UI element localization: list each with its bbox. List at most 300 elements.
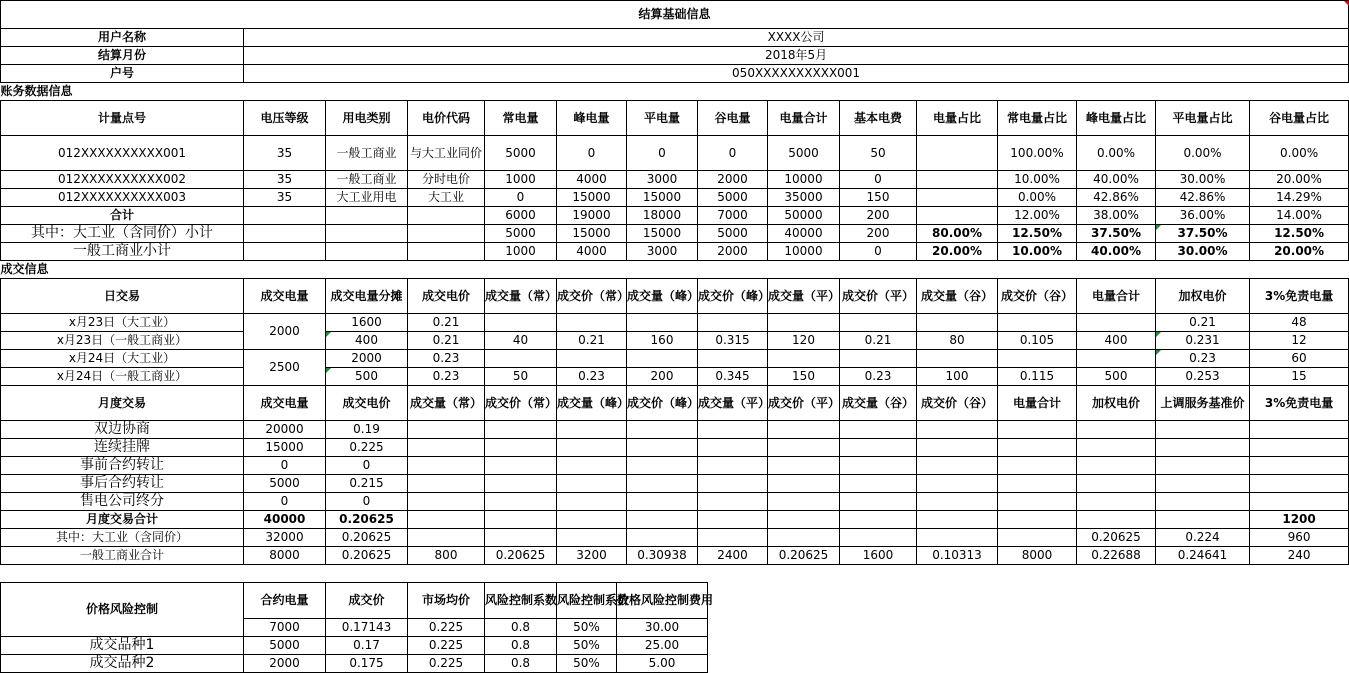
daily-cell[interactable]: 0.23 — [408, 350, 485, 368]
billing-header[interactable]: 电价代码 — [408, 101, 485, 136]
monthly-header[interactable]: 成交量（谷） — [840, 386, 917, 421]
monthly-cell[interactable] — [408, 457, 485, 475]
billing-cell[interactable]: 5000 — [485, 136, 557, 171]
billing-cell[interactable] — [244, 243, 326, 261]
risk-cell[interactable]: 50% — [557, 619, 617, 637]
billing-header[interactable]: 电量占比 — [917, 101, 998, 136]
monthly-cell[interactable] — [768, 529, 840, 547]
billing-cell[interactable]: 一般工商业小计 — [1, 243, 244, 261]
daily-cell[interactable]: 0.21 — [840, 332, 917, 350]
billing-cell[interactable]: 5000 — [485, 225, 557, 243]
monthly-cell[interactable] — [557, 457, 627, 475]
monthly-cell[interactable] — [1156, 493, 1250, 511]
monthly-cell[interactable]: 其中：大工业（含同价） — [1, 529, 244, 547]
billing-cell[interactable]: 3000 — [627, 243, 698, 261]
monthly-cell[interactable]: 0.20625 — [768, 547, 840, 565]
monthly-cell[interactable]: 40000 — [244, 511, 326, 529]
daily-cell[interactable]: 120 — [768, 332, 840, 350]
billing-cell[interactable]: 分时电价 — [408, 171, 485, 189]
monthly-cell[interactable] — [1250, 421, 1349, 439]
monthly-header[interactable]: 成交量（峰） — [557, 386, 627, 421]
info-label[interactable]: 结算月份 — [1, 47, 244, 65]
daily-cell[interactable]: 40 — [485, 332, 557, 350]
monthly-cell[interactable] — [485, 421, 557, 439]
daily-cell[interactable]: 0.21 — [1156, 314, 1250, 332]
daily-cell[interactable] — [698, 314, 768, 332]
billing-cell[interactable]: 2000 — [698, 171, 768, 189]
billing-cell[interactable]: 100.00% — [998, 136, 1077, 171]
monthly-cell[interactable] — [627, 511, 698, 529]
daily-cell[interactable]: 500 — [326, 368, 408, 386]
daily-cell[interactable] — [840, 314, 917, 332]
monthly-cell[interactable] — [557, 511, 627, 529]
monthly-cell[interactable] — [917, 421, 998, 439]
monthly-cell[interactable] — [485, 475, 557, 493]
daily-cell[interactable]: 100 — [917, 368, 998, 386]
monthly-cell[interactable] — [917, 457, 998, 475]
billing-cell[interactable]: 150 — [840, 189, 917, 207]
daily-cell[interactable]: x月24日（一般工商业） — [1, 368, 244, 386]
billing-cell[interactable]: 012XXXXXXXXXX003 — [1, 189, 244, 207]
monthly-cell[interactable] — [840, 529, 917, 547]
monthly-cell[interactable]: 0.224 — [1156, 529, 1250, 547]
monthly-cell[interactable] — [557, 439, 627, 457]
billing-cell[interactable]: 20.00% — [1250, 171, 1349, 189]
billing-cell[interactable]: 35 — [244, 171, 326, 189]
risk-cell[interactable]: 0.175 — [326, 655, 408, 673]
risk-header[interactable]: 风险控制系数 — [557, 583, 617, 619]
monthly-cell[interactable] — [768, 493, 840, 511]
monthly-header[interactable]: 成交量（常） — [408, 386, 485, 421]
monthly-cell[interactable] — [557, 421, 627, 439]
monthly-cell[interactable]: 0.20625 — [1077, 529, 1156, 547]
daily-cell[interactable]: 2500 — [244, 350, 326, 386]
billing-cell[interactable] — [244, 207, 326, 225]
monthly-cell[interactable] — [698, 439, 768, 457]
daily-cell[interactable]: 400 — [1077, 332, 1156, 350]
billing-cell[interactable]: 1000 — [485, 243, 557, 261]
monthly-header[interactable]: 成交电量 — [244, 386, 326, 421]
billing-cell[interactable]: 42.86% — [1077, 189, 1156, 207]
billing-cell[interactable]: 35 — [244, 189, 326, 207]
billing-cell[interactable]: 5000 — [698, 189, 768, 207]
monthly-cell[interactable]: 0.10313 — [917, 547, 998, 565]
billing-cell[interactable]: 1000 — [485, 171, 557, 189]
daily-cell[interactable]: 50 — [485, 368, 557, 386]
monthly-header[interactable]: 上调服务基准价 — [1156, 386, 1250, 421]
billing-cell[interactable]: 0.00% — [1250, 136, 1349, 171]
daily-cell[interactable]: 0.23 — [1156, 350, 1250, 368]
billing-cell[interactable]: 40.00% — [1077, 243, 1156, 261]
daily-cell[interactable]: 0.231 — [1156, 332, 1250, 350]
monthly-cell[interactable] — [557, 493, 627, 511]
billing-header[interactable]: 谷电量占比 — [1250, 101, 1349, 136]
billing-cell[interactable] — [917, 171, 998, 189]
billing-cell[interactable]: 50 — [840, 136, 917, 171]
daily-cell[interactable]: 0.315 — [698, 332, 768, 350]
monthly-header[interactable]: 成交量（平） — [698, 386, 768, 421]
billing-cell[interactable]: 0 — [627, 136, 698, 171]
billing-header[interactable]: 计量点号 — [1, 101, 244, 136]
monthly-cell[interactable]: 0.20625 — [326, 547, 408, 565]
monthly-cell[interactable]: 1200 — [1250, 511, 1349, 529]
monthly-cell[interactable]: 双边协商 — [1, 421, 244, 439]
monthly-header[interactable]: 成交电价 — [326, 386, 408, 421]
monthly-cell[interactable]: 5000 — [244, 475, 326, 493]
monthly-cell[interactable]: 240 — [1250, 547, 1349, 565]
daily-header[interactable]: 成交价（常） — [557, 279, 627, 314]
billing-header[interactable]: 峰电量 — [557, 101, 627, 136]
daily-cell[interactable]: 0.253 — [1156, 368, 1250, 386]
monthly-header[interactable]: 成交价（谷） — [917, 386, 998, 421]
daily-header[interactable]: 成交量（谷） — [917, 279, 998, 314]
billing-cell[interactable]: 37.50% — [1156, 225, 1250, 243]
billing-cell[interactable]: 15000 — [627, 189, 698, 207]
monthly-cell[interactable]: 3200 — [557, 547, 627, 565]
monthly-cell[interactable]: 960 — [1250, 529, 1349, 547]
sheet-title[interactable]: 结算基础信息 — [1, 1, 1349, 29]
monthly-cell[interactable]: 0.24641 — [1156, 547, 1250, 565]
billing-cell[interactable]: 36.00% — [1156, 207, 1250, 225]
monthly-cell[interactable] — [998, 439, 1077, 457]
billing-cell[interactable]: 一般工商业 — [326, 136, 408, 171]
monthly-cell[interactable] — [485, 529, 557, 547]
risk-cell[interactable]: 0.17 — [326, 637, 408, 655]
monthly-header[interactable]: 成交价（平） — [768, 386, 840, 421]
daily-cell[interactable] — [917, 350, 998, 368]
monthly-cell[interactable] — [1156, 457, 1250, 475]
billing-cell[interactable]: 10.00% — [998, 243, 1077, 261]
billing-cell[interactable]: 0.00% — [998, 189, 1077, 207]
billing-cell[interactable]: 0 — [557, 136, 627, 171]
daily-cell[interactable]: 1600 — [326, 314, 408, 332]
billing-cell[interactable]: 012XXXXXXXXXX002 — [1, 171, 244, 189]
monthly-cell[interactable]: 0.20625 — [485, 547, 557, 565]
billing-cell[interactable]: 一般工商业 — [326, 171, 408, 189]
daily-cell[interactable]: x月23日（大工业） — [1, 314, 244, 332]
daily-cell[interactable]: 0.21 — [408, 332, 485, 350]
monthly-cell[interactable]: 0 — [244, 457, 326, 475]
monthly-cell[interactable] — [1156, 421, 1250, 439]
monthly-cell[interactable] — [408, 439, 485, 457]
risk-header[interactable]: 价格风险控制费用 — [617, 583, 708, 619]
monthly-cell[interactable] — [485, 493, 557, 511]
billing-cell[interactable]: 2000 — [698, 243, 768, 261]
billing-header[interactable]: 常电量 — [485, 101, 557, 136]
billing-header[interactable]: 常电量占比 — [998, 101, 1077, 136]
monthly-cell[interactable] — [698, 421, 768, 439]
daily-cell[interactable] — [698, 350, 768, 368]
monthly-cell[interactable] — [840, 493, 917, 511]
monthly-cell[interactable] — [1077, 457, 1156, 475]
billing-header[interactable]: 电量合计 — [768, 101, 840, 136]
risk-cell[interactable]: 30.00 — [617, 619, 708, 637]
billing-cell[interactable]: 35000 — [768, 189, 840, 207]
monthly-cell[interactable]: 0 — [326, 457, 408, 475]
billing-cell[interactable]: 5000 — [768, 136, 840, 171]
monthly-cell[interactable] — [408, 511, 485, 529]
daily-cell[interactable]: 0.115 — [998, 368, 1077, 386]
risk-header[interactable]: 市场均价 — [408, 583, 485, 619]
daily-cell[interactable] — [557, 350, 627, 368]
monthly-cell[interactable] — [998, 529, 1077, 547]
daily-header[interactable]: 成交价（峰） — [698, 279, 768, 314]
monthly-cell[interactable]: 8000 — [998, 547, 1077, 565]
monthly-header[interactable]: 加权电价 — [1077, 386, 1156, 421]
monthly-cell[interactable]: 0.225 — [326, 439, 408, 457]
monthly-cell[interactable] — [917, 493, 998, 511]
monthly-cell[interactable]: 0.20625 — [326, 511, 408, 529]
daily-header[interactable]: 成交电价 — [408, 279, 485, 314]
monthly-cell[interactable] — [1077, 493, 1156, 511]
billing-cell[interactable]: 大工业用电 — [326, 189, 408, 207]
risk-cell[interactable]: 50% — [557, 637, 617, 655]
billing-cell[interactable]: 12.50% — [998, 225, 1077, 243]
billing-header[interactable]: 基本电费 — [840, 101, 917, 136]
billing-cell[interactable]: 合计 — [1, 207, 244, 225]
info-value[interactable]: 2018年5月 — [244, 47, 1349, 65]
risk-row-name[interactable]: 成交品种2 — [1, 655, 244, 673]
monthly-cell[interactable] — [998, 493, 1077, 511]
daily-cell[interactable]: 0.23 — [408, 368, 485, 386]
billing-header[interactable]: 平电量 — [627, 101, 698, 136]
monthly-cell[interactable]: 0 — [244, 493, 326, 511]
monthly-cell[interactable] — [917, 439, 998, 457]
daily-cell[interactable]: 0.23 — [557, 368, 627, 386]
billing-cell[interactable]: 12.50% — [1250, 225, 1349, 243]
monthly-header[interactable]: 月度交易 — [1, 386, 244, 421]
monthly-cell[interactable] — [1250, 439, 1349, 457]
billing-cell[interactable]: 其中：大工业（含同价）小计 — [1, 225, 244, 243]
risk-cell[interactable]: 2000 — [244, 655, 326, 673]
monthly-cell[interactable]: 连续挂牌 — [1, 439, 244, 457]
monthly-cell[interactable]: 800 — [408, 547, 485, 565]
risk-row-name[interactable]: 成交品种1 — [1, 637, 244, 655]
daily-cell[interactable]: 60 — [1250, 350, 1349, 368]
daily-header[interactable]: 成交电量 — [244, 279, 326, 314]
monthly-cell[interactable] — [485, 457, 557, 475]
monthly-cell[interactable] — [917, 529, 998, 547]
monthly-cell[interactable]: 2400 — [698, 547, 768, 565]
monthly-cell[interactable] — [917, 511, 998, 529]
billing-cell[interactable]: 4000 — [557, 243, 627, 261]
daily-cell[interactable]: 200 — [627, 368, 698, 386]
daily-header[interactable]: 3%免责电量 — [1250, 279, 1349, 314]
billing-cell[interactable]: 15000 — [627, 225, 698, 243]
billing-cell[interactable]: 35 — [244, 136, 326, 171]
monthly-cell[interactable] — [1156, 475, 1250, 493]
monthly-cell[interactable] — [768, 457, 840, 475]
risk-cell[interactable]: 5.00 — [617, 655, 708, 673]
daily-cell[interactable] — [485, 314, 557, 332]
daily-cell[interactable]: 160 — [627, 332, 698, 350]
monthly-cell[interactable]: 0.215 — [326, 475, 408, 493]
monthly-cell[interactable] — [1077, 475, 1156, 493]
billing-cell[interactable]: 10.00% — [998, 171, 1077, 189]
risk-cell[interactable]: 0.225 — [408, 637, 485, 655]
risk-header[interactable]: 合约电量 — [244, 583, 326, 619]
daily-cell[interactable] — [1077, 350, 1156, 368]
monthly-cell[interactable] — [998, 475, 1077, 493]
daily-cell[interactable] — [627, 350, 698, 368]
billing-cell[interactable]: 6000 — [485, 207, 557, 225]
risk-cell[interactable]: 0.225 — [408, 619, 485, 637]
monthly-cell[interactable] — [698, 529, 768, 547]
billing-cell[interactable]: 5000 — [698, 225, 768, 243]
billing-cell[interactable]: 200 — [840, 207, 917, 225]
monthly-cell[interactable] — [998, 457, 1077, 475]
monthly-cell[interactable]: 一般工商业合计 — [1, 547, 244, 565]
daily-cell[interactable]: 0.21 — [557, 332, 627, 350]
billing-cell[interactable] — [244, 225, 326, 243]
risk-header[interactable]: 成交价 — [326, 583, 408, 619]
monthly-cell[interactable] — [408, 421, 485, 439]
monthly-cell[interactable]: 0.20625 — [326, 529, 408, 547]
info-label[interactable]: 用户名称 — [1, 29, 244, 47]
monthly-header[interactable]: 成交价（峰） — [627, 386, 698, 421]
billing-cell[interactable]: 19000 — [557, 207, 627, 225]
daily-cell[interactable]: 0.21 — [408, 314, 485, 332]
monthly-cell[interactable] — [627, 439, 698, 457]
monthly-cell[interactable] — [1250, 457, 1349, 475]
billing-cell[interactable]: 0 — [840, 171, 917, 189]
daily-cell[interactable]: 500 — [1077, 368, 1156, 386]
billing-cell[interactable]: 14.29% — [1250, 189, 1349, 207]
risk-cell[interactable]: 0.8 — [485, 655, 557, 673]
monthly-cell[interactable]: 事后合约转让 — [1, 475, 244, 493]
monthly-header[interactable]: 电量合计 — [998, 386, 1077, 421]
daily-header[interactable]: 成交量（平） — [768, 279, 840, 314]
billing-cell[interactable]: 38.00% — [1077, 207, 1156, 225]
monthly-cell[interactable] — [1077, 439, 1156, 457]
monthly-cell[interactable] — [1250, 493, 1349, 511]
billing-cell[interactable]: 7000 — [698, 207, 768, 225]
billing-cell[interactable] — [917, 136, 998, 171]
billing-cell[interactable]: 37.50% — [1077, 225, 1156, 243]
billing-cell[interactable] — [408, 243, 485, 261]
daily-cell[interactable]: x月23日（一般工商业） — [1, 332, 244, 350]
daily-cell[interactable]: 0.345 — [698, 368, 768, 386]
risk-cell[interactable]: 50% — [557, 655, 617, 673]
monthly-header[interactable]: 成交价（常） — [485, 386, 557, 421]
monthly-cell[interactable]: 0.19 — [326, 421, 408, 439]
billing-cell[interactable]: 80.00% — [917, 225, 998, 243]
monthly-cell[interactable] — [698, 475, 768, 493]
daily-cell[interactable] — [557, 314, 627, 332]
info-value[interactable]: 050XXXXXXXXXX001 — [244, 65, 1349, 83]
billing-cell[interactable]: 20.00% — [1250, 243, 1349, 261]
daily-cell[interactable]: 15 — [1250, 368, 1349, 386]
monthly-cell[interactable] — [698, 457, 768, 475]
risk-label[interactable]: 价格风险控制 — [1, 583, 244, 637]
monthly-cell[interactable]: 8000 — [244, 547, 326, 565]
daily-cell[interactable]: 0.105 — [998, 332, 1077, 350]
monthly-cell[interactable] — [768, 475, 840, 493]
daily-cell[interactable] — [768, 314, 840, 332]
monthly-cell[interactable] — [485, 511, 557, 529]
daily-cell[interactable] — [768, 350, 840, 368]
daily-cell[interactable]: 0.23 — [840, 368, 917, 386]
billing-header[interactable]: 用电类别 — [326, 101, 408, 136]
daily-header[interactable]: 成交量（峰） — [627, 279, 698, 314]
risk-header[interactable]: 风险控制系数 — [485, 583, 557, 619]
monthly-cell[interactable] — [408, 475, 485, 493]
monthly-cell[interactable] — [627, 475, 698, 493]
daily-header[interactable]: 成交量（常） — [485, 279, 557, 314]
billing-cell[interactable]: 0 — [698, 136, 768, 171]
monthly-cell[interactable]: 1600 — [840, 547, 917, 565]
monthly-cell[interactable] — [917, 475, 998, 493]
monthly-cell[interactable]: 20000 — [244, 421, 326, 439]
section-deal[interactable]: 成交信息 — [1, 261, 1349, 279]
billing-cell[interactable]: 12.00% — [998, 207, 1077, 225]
daily-cell[interactable] — [840, 350, 917, 368]
monthly-cell[interactable] — [698, 493, 768, 511]
monthly-cell[interactable] — [768, 439, 840, 457]
monthly-cell[interactable] — [408, 493, 485, 511]
daily-cell[interactable]: 2000 — [326, 350, 408, 368]
billing-cell[interactable]: 0.00% — [1156, 136, 1250, 171]
billing-cell[interactable]: 14.00% — [1250, 207, 1349, 225]
billing-header[interactable]: 平电量占比 — [1156, 101, 1250, 136]
billing-cell[interactable] — [408, 225, 485, 243]
billing-cell[interactable]: 3000 — [627, 171, 698, 189]
monthly-cell[interactable]: 32000 — [244, 529, 326, 547]
billing-cell[interactable]: 10000 — [768, 243, 840, 261]
monthly-cell[interactable] — [627, 421, 698, 439]
monthly-cell[interactable] — [1077, 421, 1156, 439]
info-label[interactable]: 户号 — [1, 65, 244, 83]
daily-cell[interactable]: x月24日（大工业） — [1, 350, 244, 368]
billing-cell[interactable] — [917, 207, 998, 225]
billing-cell[interactable]: 0.00% — [1077, 136, 1156, 171]
monthly-cell[interactable] — [557, 529, 627, 547]
monthly-cell[interactable] — [768, 421, 840, 439]
billing-cell[interactable] — [408, 207, 485, 225]
daily-header[interactable]: 成交价（平） — [840, 279, 917, 314]
billing-cell[interactable] — [917, 189, 998, 207]
monthly-cell[interactable] — [1250, 475, 1349, 493]
monthly-cell[interactable] — [485, 439, 557, 457]
risk-cell[interactable]: 0.8 — [485, 619, 557, 637]
monthly-cell[interactable]: 0 — [326, 493, 408, 511]
daily-cell[interactable]: 48 — [1250, 314, 1349, 332]
daily-cell[interactable]: 150 — [768, 368, 840, 386]
risk-cell[interactable]: 25.00 — [617, 637, 708, 655]
billing-header[interactable]: 谷电量 — [698, 101, 768, 136]
daily-cell[interactable] — [1077, 314, 1156, 332]
daily-cell[interactable]: 80 — [917, 332, 998, 350]
billing-cell[interactable]: 42.86% — [1156, 189, 1250, 207]
billing-cell[interactable]: 0 — [840, 243, 917, 261]
billing-cell[interactable]: 20.00% — [917, 243, 998, 261]
monthly-cell[interactable] — [627, 529, 698, 547]
daily-header[interactable]: 成交价（谷） — [998, 279, 1077, 314]
monthly-cell[interactable] — [1156, 439, 1250, 457]
monthly-cell[interactable]: 月度交易合计 — [1, 511, 244, 529]
monthly-cell[interactable] — [840, 439, 917, 457]
daily-header[interactable]: 成交电量分摊 — [326, 279, 408, 314]
monthly-cell[interactable] — [840, 475, 917, 493]
monthly-cell[interactable]: 售电公司终分 — [1, 493, 244, 511]
section-billing[interactable]: 账务数据信息 — [1, 83, 1349, 101]
risk-cell[interactable]: 0.8 — [485, 637, 557, 655]
billing-cell[interactable]: 012XXXXXXXXXX001 — [1, 136, 244, 171]
monthly-cell[interactable] — [768, 511, 840, 529]
billing-cell[interactable]: 大工业 — [408, 189, 485, 207]
monthly-cell[interactable] — [1077, 511, 1156, 529]
monthly-cell[interactable] — [557, 475, 627, 493]
